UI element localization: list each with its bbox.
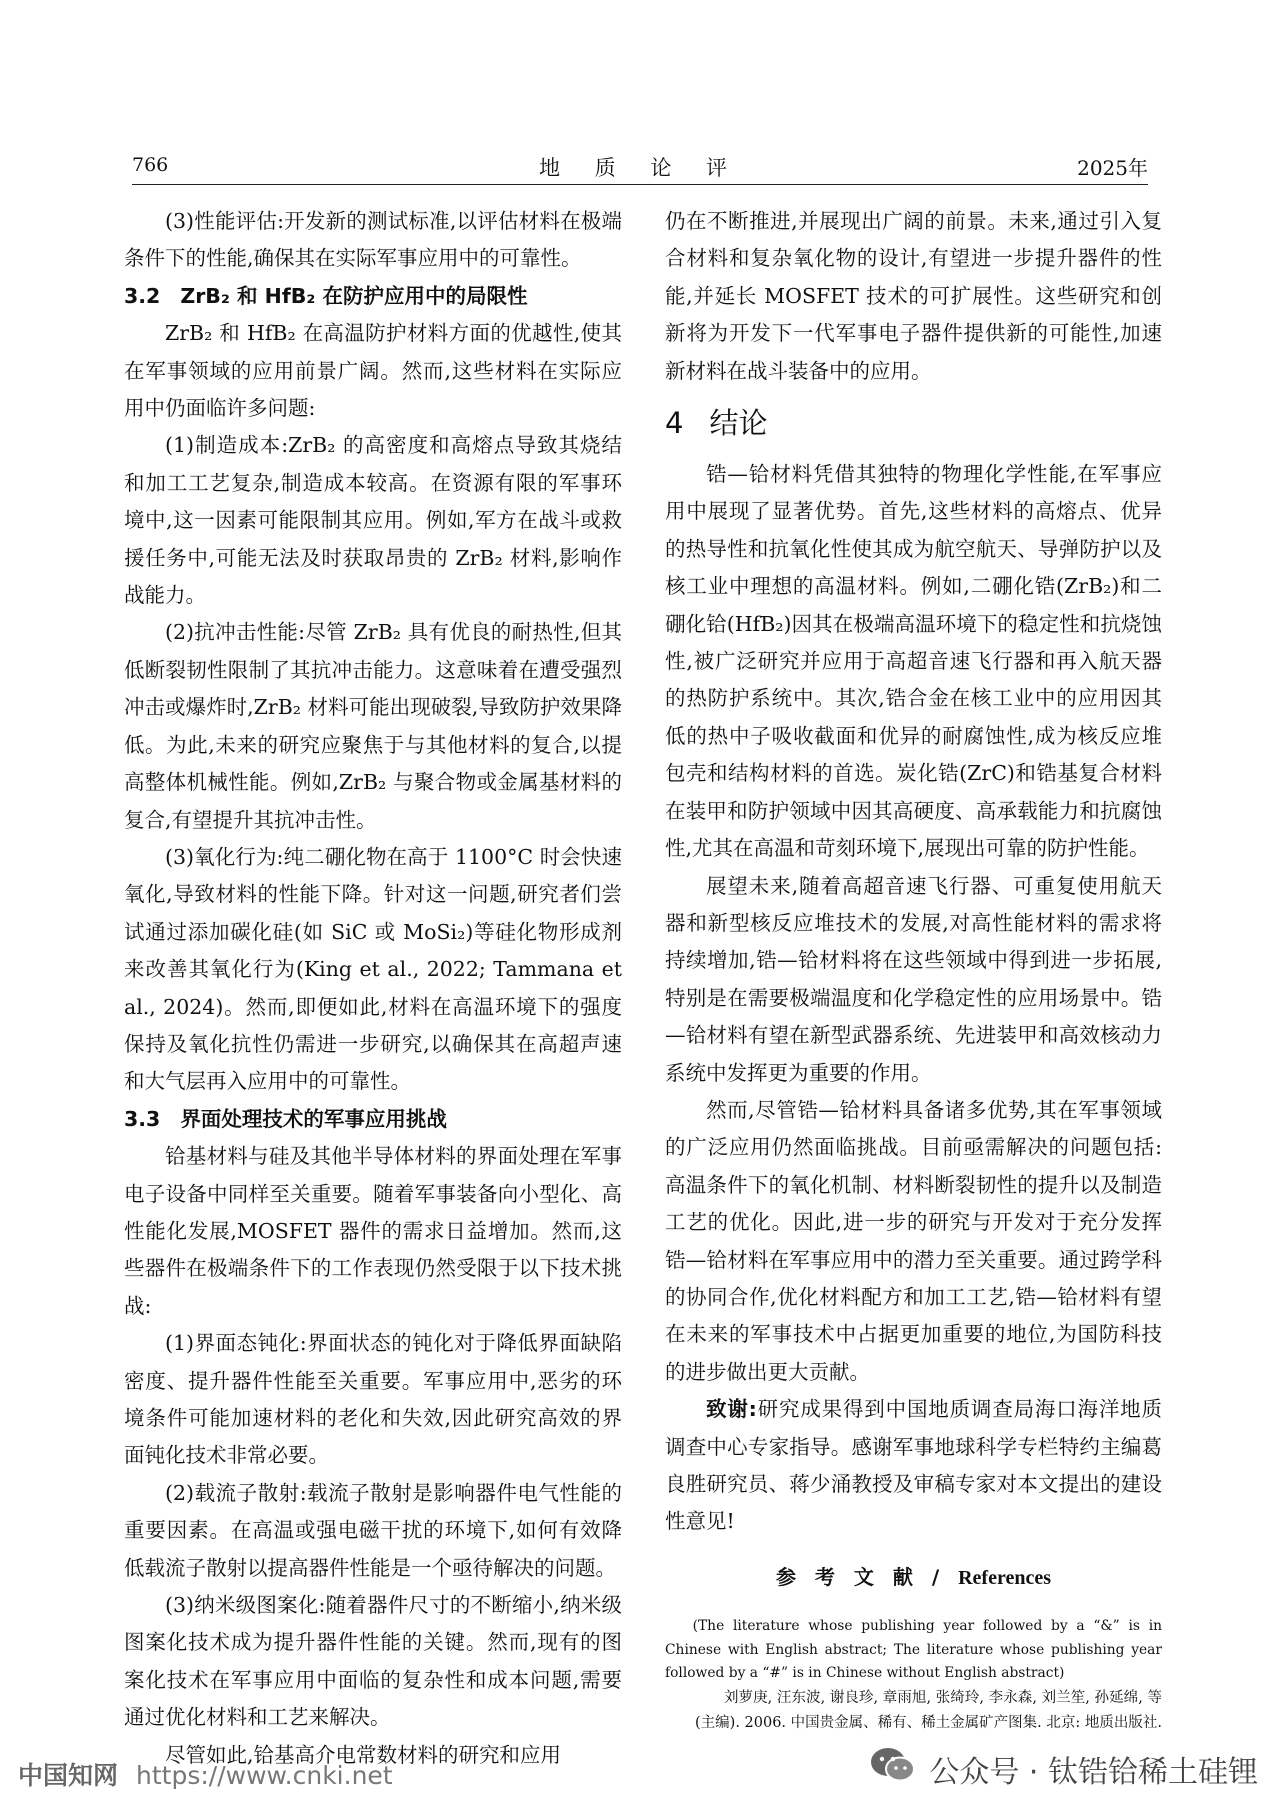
- wechat-account-label: 公众号 · 钛锆铪稀土硅锂: [929, 1755, 1258, 1790]
- acknowledgement-text: 研究成果得到中国地质调查局海口海洋地质调查中心专家指导。感谢军事地球科学专栏特约主编葛良胜研究员、蒋少涌教授及审稿专家对本文提出的建设性意见!: [665, 1397, 1163, 1534]
- paragraph: (3)性能评估:开发新的测试标准,以评估材料在极端条件下的性能,确保其在实际军事应用中的可靠性。: [124, 209, 622, 271]
- section-number: 4: [665, 406, 684, 441]
- page-number: 766: [132, 154, 169, 176]
- journal-title: 地 质 论 评: [538, 156, 742, 180]
- subsection-heading: [124, 278, 622, 315]
- references-heading-sep: /: [918, 1564, 959, 1589]
- section-title: 界面处理技术的军事应用挑战: [180, 1106, 447, 1131]
- right-column-body: [665, 203, 1162, 1391]
- paragraph: (2)载流子散射:载流子散射是影响器件电气性能的重要因素。在高温或强电磁干扰的环境下,如何有效降低载流子散射以提高器件性能是一个亟待解决的问题。: [124, 1480, 622, 1580]
- section-number: 3.2: [124, 283, 161, 308]
- paragraph: 展望未来,随着高超音速飞行器、可重复使用航天器和新型核反应堆技术的发展,对高性能材料的需求将持续增加,锆—铪材料将在这些领域中得到进一步拓展,特别是在需要极端温度和化学稳定性的应用场景中。锆—铪材料有望在新型武器系统、先进装甲和高效核动力系统中发挥更为重要的作用。: [665, 873, 1162, 1085]
- section-title: 结论: [709, 406, 768, 441]
- references-heading: [665, 1559, 1162, 1597]
- paragraph: 然而,尽管锆—铪材料具备诸多优势,其在军事领域的广泛应用仍然面临挑战。目前亟需解决的问题包括:高温条件下的氧化机制、材料断裂韧性的提升以及制造工艺的优化。因此,进一步的研究与开发对于充分发挥锆—铪材料在军事应用中的潜力至关重要。通过跨学科的协同合作,优化材料配方和加工工艺,锆—铪材料有望在未来的军事技术中占据更加重要的地位,为国防科技的进步做出更大贡献。: [665, 1097, 1162, 1384]
- cnki-url: https://www.cnki.net: [136, 1761, 393, 1790]
- cnki-watermark: [18, 1756, 393, 1792]
- wechat-icon: [869, 1745, 929, 1793]
- right-column: [665, 203, 1162, 1736]
- section-heading: [665, 396, 1162, 450]
- references-heading-en: References: [958, 1566, 1052, 1589]
- paragraph: (1)界面态钝化:界面状态的钝化对于降低界面缺陷密度、提升器件性能至关重要。军事应用中,恶劣的环境条件可能加速材料的老化和失效,因此研究高效的界面钝化技术非常必要。: [124, 1331, 622, 1468]
- references-note: (The literature whose publishing year followed by a “&” is in Chinese with English abstract; The literature whose publishing year followed by a “#” is in Chinese without English abstract): [665, 1618, 1162, 1682]
- cnki-site-name: 中国知网: [18, 1761, 119, 1790]
- left-column: [124, 203, 622, 1774]
- section-title: ZrB₂ 和 HfB₂ 在防护应用中的局限性: [180, 283, 528, 308]
- acknowledgement-label: 致谢:: [706, 1397, 757, 1422]
- section-number: 3.3: [124, 1106, 161, 1131]
- paragraph: 铪基材料与硅及其他半导体材料的界面处理在军事电子设备中同样至关重要。随着军事装备向小型化、高性能化发展,MOSFET 器件的需求日益增加。然而,这些器件在极端条件下的工作表现仍然受限于以下技术挑战:: [124, 1144, 622, 1318]
- references-heading-cn: 参 考 文 献: [775, 1564, 919, 1589]
- paragraph: 锆—铪材料凭借其独特的物理化学性能,在军事应用中展现了显著优势。首先,这些材料的高熔点、优异的热导性和抗氧化性使其成为航空航天、导弹防护以及核工业中理想的高温材料。例如,二硼化锆(ZrB₂)和二硼化铪(HfB₂)因其在极端高温环境下的稳定性和抗烧蚀性,被广泛研究并应用于高超音速飞行器和再入航天器的热防护系统中。其次,锆合金在核工业中的应用因其低的热中子吸收截面和优异的耐腐蚀性,成为核反应堆包壳和结构材料的首选。炭化锆(ZrC)和锆基复合材料在装甲和防护领域中因其高硬度、高承载能力和抗腐蚀性,尤其在高温和苛刻环境下,展现出可靠的防护性能。: [665, 462, 1162, 861]
- reference-item: 刘萝庚, 汪东波, 谢良珍, 章雨旭, 张绮玲, 李永森, 刘兰笙, 孙延绵, 等(主编). 2006. 中国贵金属、稀有、稀土金属矿产图集. 北京: 地质出版社.: [695, 1689, 1162, 1731]
- publication-year: 2025年: [1077, 156, 1148, 180]
- paragraph: (3)纳米级图案化:随着器件尺寸的不断缩小,纳米级图案化技术成为提升器件性能的关键。然而,现有的图案化技术在军事应用中面临的复杂性和成本问题,需要通过优化材料和工艺来解决。: [124, 1593, 622, 1730]
- paragraph: (1)制造成本:ZrB₂ 的高密度和高熔点导致其烧结和加工工艺复杂,制造成本较高。在资源有限的军事环境中,这一因素可能限制其应用。例如,军方在战斗或救援任务中,可能无法及时获取昂贵的 ZrB₂ 材料,影响作战能力。: [124, 433, 622, 608]
- wechat-watermark: [869, 1745, 1258, 1793]
- paragraph: 尽管如此,铪基高介电常数材料的研究和应用: [165, 1742, 562, 1767]
- header-rule: [132, 184, 1148, 185]
- subsection-heading: [124, 1101, 622, 1138]
- paragraph: 仍在不断推进,并展现出广阔的前景。未来,通过引入复合材料和复杂氧化物的设计,有望进一步提升器件的性能,并延长 MOSFET 技术的可扩展性。这些研究和创新将为开发下一代军事电子器件提供新的可能性,加速新材料在战斗装备中的应用。: [665, 209, 1162, 383]
- paragraph: ZrB₂ 和 HfB₂ 在高温防护材料方面的优越性,使其在军事领域的应用前景广阔。然而,这些材料在实际应用中仍面临许多问题:: [124, 321, 622, 421]
- acknowledgement: [665, 1391, 1162, 1541]
- paragraph: (3)氧化行为:纯二硼化物在高于 1100°C 时会快速氧化,导致材料的性能下降。针对这一问题,研究者们尝试通过添加碳化硅(如 SiC 或 MoSi₂)等硅化物形成剂来改善其氧化行为(King et al., 2022; Tammana et al., 2024)。然而,即便如此,材料在高温环境下的强度保持及氧化抗性仍需进一步研究,以确保其在高超声速和大气层再入应用中的可靠性。: [124, 844, 622, 1094]
- page-header: [132, 150, 1148, 184]
- paragraph: (2)抗冲击性能:尽管 ZrB₂ 具有优良的耐热性,但其低断裂韧性限制了其抗冲击能力。这意味着在遭受强烈冲击或爆炸时,ZrB₂ 材料可能出现破裂,导致防护效果降低。为此,未来的研究应聚焦于与其他材料的复合,以提高整体机械性能。例如,ZrB₂ 与聚合物或金属基材料的复合,有望提升其抗冲击性。: [124, 620, 622, 832]
